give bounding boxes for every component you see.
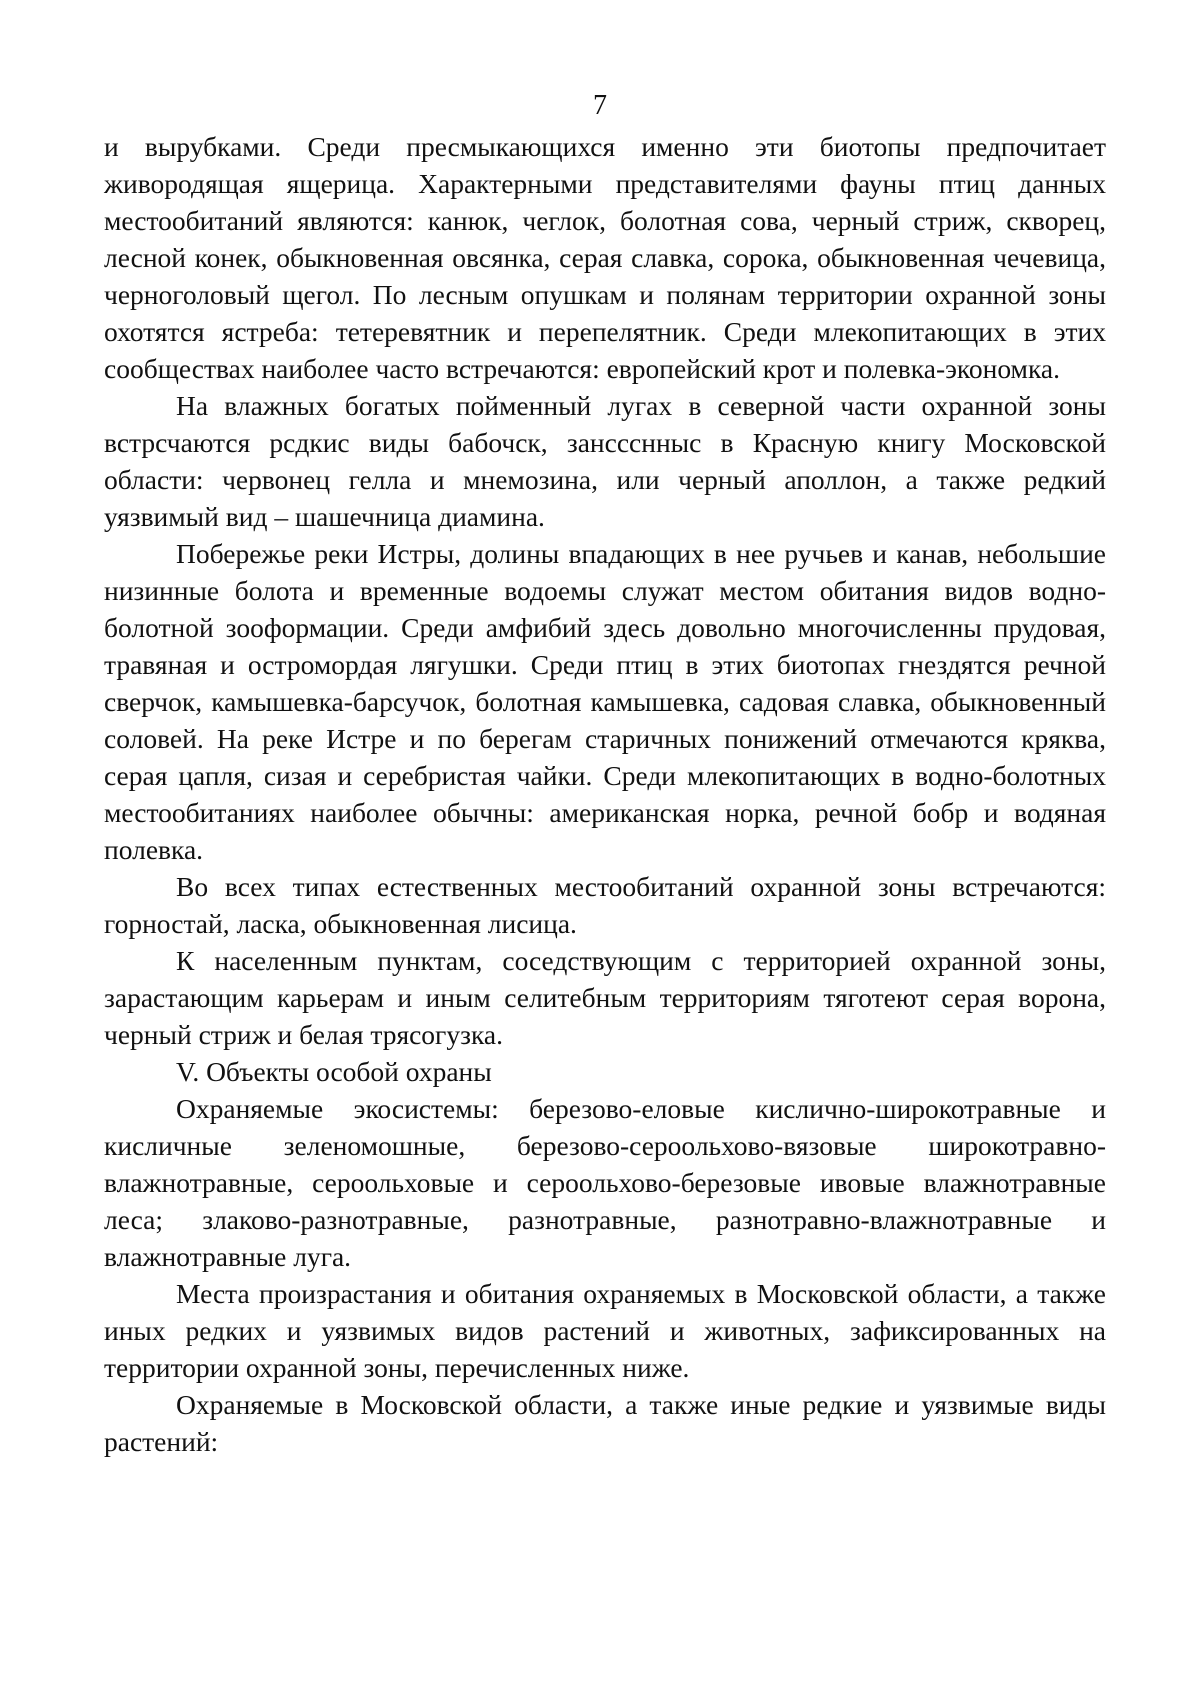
paragraph-continuation: и вырубками. Среди пресмыкающихся именно эти биотопы предпочитает живородящая ящерица. Характерными представителями фауны птиц данных местообитаний являются: канюк, чеглок, болотная сова, черный стриж, скворец, лесной конек, обыкновенная овсянка, серая славка, сорока, обыкновенная чечевица, черноголовый щегол. По лесным опушкам и полянам территории охранной зоны охотятся ястреба: тетеревятник и перепелятник. Среди млекопитающих в этих сообществах наиболее часто встречаются: европейский крот и полевка-экономка. [104, 131, 1106, 384]
paragraph: Побережье реки Истры, долины впадающих в нее ручьев и канав, небольшие низинные болота и временные водоемы служат местом обитания видов водно-болотной зооформации. Среди амфибий здесь довольно многочисленны прудовая, травяная и остромордая лягушки. Среди птиц в этих биотопах гнездятся речной сверчок, камышевка-барсучок, болотная камышевка, садовая славка, обыкновенный соловей. На реке Истре и по берегам старичных понижений отмечаются кряква, серая цапля, сизая и серебристая чайки. Среди млекопитающих в водно-болотных местообитаниях наиболее обычны: американская норка, речной бобр и водяная полевка. [104, 538, 1106, 865]
paragraph: Во всех типах естественных местообитаний охранной зоны встречаются: горностай, ласка, обыкновенная лисица. [104, 871, 1106, 939]
page-content [104, 128, 1106, 1460]
paragraph: Места произрастания и обитания охраняемых в Московской области, а также иных редких и уязвимых видов растений и животных, зафиксированных на территории охранной зоны, перечисленных ниже. [104, 1278, 1106, 1383]
section-heading: V. Объекты особой охраны [176, 1056, 492, 1087]
paragraph: Охраняемые экосистемы: березово-еловые кислично-широкотравные и кисличные зеленомошные, березово-сероольхово-вязовые широкотравно-влажнотравные, сероольховые и сероольхово-березовые ивовые влажнотравные леса; злаково-разнотравные, разнотравные, разнотравно-влажнотравные и влажнотравные луга. [104, 1093, 1106, 1272]
paragraph: На влажных богатых пойменный лугах в северной части охранной зоны встрсчаются рсдкис виды бабочск, занссснныс в Красную книгу Московской области: червонец гелла и мнемозина, или черный аполлон, а также редкий уязвимый вид – шашечница диамина. [104, 390, 1106, 532]
paragraph: К населенным пунктам, соседствующим с территорией охранной зоны, зарастающим карьерам и иным селитебным территориям тяготеют серая ворона, черный стриж и белая трясогузка. [104, 945, 1106, 1050]
page-number: 7 [593, 90, 607, 121]
paragraph: Охраняемые в Московской области, а также иные редкие и уязвимые виды растений: [104, 1389, 1106, 1457]
